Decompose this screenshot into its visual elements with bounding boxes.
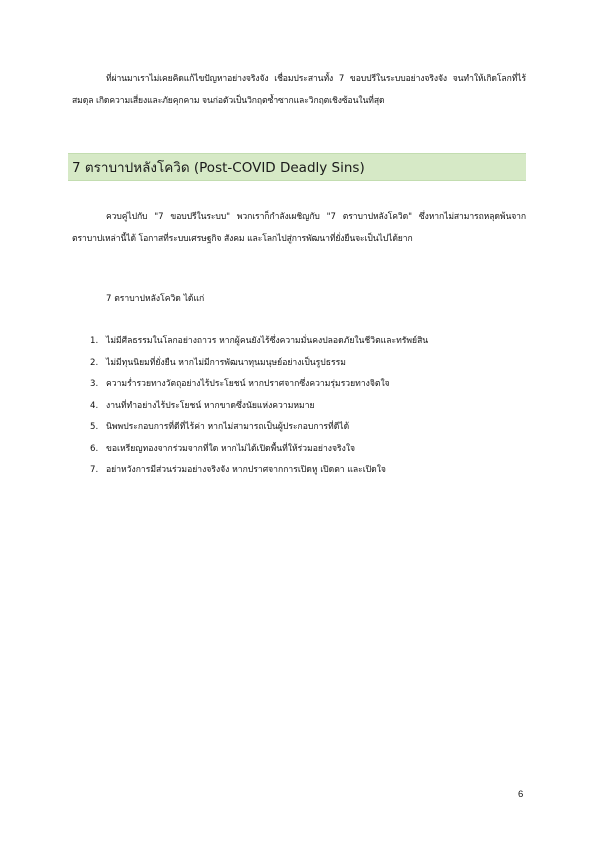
list-item — [90, 417, 530, 439]
list-item-number: 1. — [90, 336, 99, 346]
list-item-text: นิพพประกอบการที่ดีที่ไร้ค่า หากไม่สามารถเป็นผู้ประกอบการที่ดีได้ — [106, 422, 350, 432]
list-item-text: อย่าหวังการมีส่วนร่วมอย่างจริงจัง หากปราศจากการเปิดหู เปิดตา และเปิดใจ — [106, 465, 386, 475]
list-item-text: งานที่ทำอย่างไร้ประโยชน์ หากขาดซึ่งนัยแห่งความหมาย — [106, 400, 315, 411]
list-item — [90, 374, 530, 396]
list-intro: 7 ตราบาปหลังโควิด ได้แก่ — [106, 294, 205, 304]
list-item — [90, 396, 530, 418]
list-item-text: ขอเหรียญทองจากร่วมจากที่ใด หากไม่ได้เปิดพื้นที่ให้ร่วมอย่างจริงใจ — [106, 443, 356, 454]
list-item-number: 5. — [90, 422, 99, 432]
list-item-text: ความร่ำรวยทางวัตถุอย่างไร้ประโยชน์ หากปราศจากซึ่งความรุ่มรวยทางจิตใจ — [106, 379, 390, 389]
list-item-number: 7. — [90, 465, 99, 475]
section-heading — [68, 153, 526, 181]
list-item-number: 6. — [90, 443, 99, 454]
list-item-number: 2. — [90, 357, 99, 368]
sins-list — [90, 331, 530, 482]
list-item-text: ไม่มีทุนนิยมที่ยั่งยืน หากไม่มีการพัฒนาทุนมนุษย์อย่างเป็นรูปธรรม — [106, 357, 346, 368]
list-item — [90, 331, 530, 353]
list-item-number: 4. — [90, 400, 99, 411]
page-number: 6 — [518, 789, 524, 800]
list-item — [90, 460, 530, 482]
paragraph-body: ควบคู่ไปกับ "7 ขอบปรีในระบบ" พวกเราก็กำลังเผชิญกับ "7 ตราบาปหลังโควิด" ซึ่งหากไม่สามารถหลุดพ้นจากตราบาปเหล่านี้ได้ โอกาสที่ระบบเศรษฐกิจ สังคม และโลกไปสู่การพัฒนาที่ยั่งยืนจะเป็นไปได้ยาก — [72, 212, 526, 244]
paragraph-intro: ที่ผ่านมาเราไม่เคยคิดแก้ไขปัญหาอย่างจริงจัง เชื่อมประสานทั้ง 7 ขอบปรีในระบบอย่างจริงจัง จนทำให้เกิดโลกที่ไร้สมดุล เกิดความเสี่ยงและภัยคุกคาม จนก่อตัวเป็นวิกฤตซ้ำซากและวิกฤตเชิงซ้อนในที่สุด — [72, 74, 526, 106]
section-heading-text: 7 ตราบาปหลังโควิด (Post-COVID Deadly Sins) — [72, 160, 365, 176]
list-item — [90, 439, 530, 461]
list-item-number: 3. — [90, 379, 99, 389]
list-item — [90, 353, 530, 375]
list-item-text: ไม่มีศีลธรรมในโลกอย่างถาวร หากผู้คนยังไร้ซึ่งความมั่นคงปลอดภัยในชีวิตและทรัพย์สิน — [106, 336, 429, 346]
